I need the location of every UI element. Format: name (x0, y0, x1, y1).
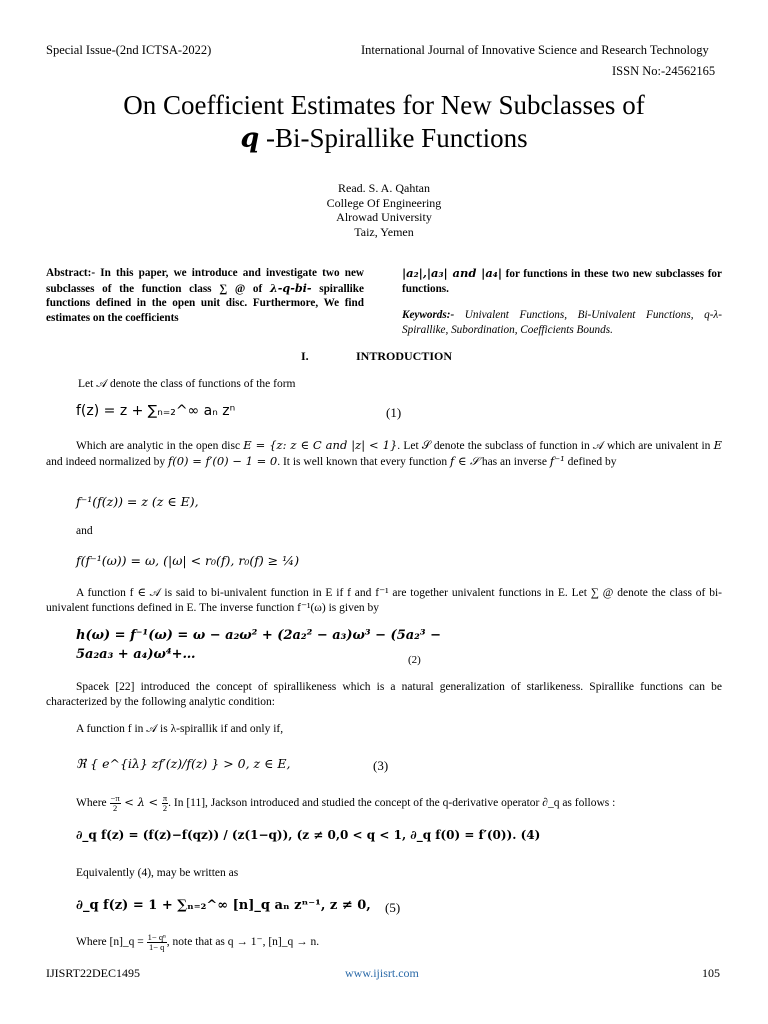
abstract-continued: |a₂|,|a₃| and |a₄| for functions in these two new subclasses for functions. (402, 266, 722, 295)
paragraph-1: Let 𝒜 denote the class of functions of the form (78, 378, 296, 390)
connector-and: and (76, 525, 93, 537)
author-college: College Of Engineering (326, 195, 442, 210)
author-location: Taiz, Yemen (354, 224, 414, 239)
equation-1-number: (1) (386, 405, 402, 420)
fraction: $\frac{-\pi}{2}$ (110, 793, 120, 813)
journal-issue: Special Issue-(2nd ICTSA-2022) (46, 43, 212, 57)
page-number: 105 (702, 966, 720, 980)
paper-title-line2: q -Bi-Spirallike Functions (240, 123, 528, 154)
equation-5: ∂_q f(z) = 1 + ∑ₙ₌₂^∞ [n]_q aₙ zⁿ⁻¹, z ≠ 0, (76, 898, 371, 913)
fraction: $\frac{\pi}{2}$ (162, 793, 168, 813)
equation-4: ∂_q f(z) = (f(z)−f(qz)) / (z(1−q)), (z ≠ 0,0 < q < 1, ∂_q f(0) = f′(0)). (4) (76, 828, 541, 842)
equation-5-number: (5) (385, 900, 401, 915)
paragraph-5: A function f in 𝒜 is λ-spirallik if and only if, (76, 723, 284, 735)
equation-2-number: (2) (408, 654, 421, 666)
paragraph-7: Equivalently (4), may be written as (76, 867, 239, 879)
journal-website-link[interactable]: www.ijisrt.com (345, 966, 419, 980)
equation-inverse-1: f⁻¹(f(z)) = z (z ∈ E), (76, 494, 199, 509)
equation-2-line2: 5a₂a₃ + a₄)ω⁴+… (76, 647, 196, 662)
paragraph-2: Which are analytic in the open disc E = {z: z ∈ C and |z| < 1}. Let 𝒮 denote the subclass of function in 𝒜 which are univalent in E and indeed normalized by f(0) = f′(0) − 1 = 0. It is well known that every function f ∈ 𝒮 has an inverse f⁻¹ defined by (46, 438, 722, 468)
author-university: Alrowad University (336, 210, 432, 224)
journal-name: International Journal of Innovative Science and Research Technology (361, 43, 709, 57)
section-title: INTRODUCTION (356, 349, 453, 363)
paragraph-4: Spacek [22] introduced the concept of spirallikeness which is a natural generalization of starlikeness. Spirallike functions can be characterized by the following analytic condition: (46, 681, 722, 708)
abstract: Abstract:- In this paper, we introduce and investigate two new subclasses of the function class ∑ @ of λ-q-bi- spirallike functions defined in the open unit disc. Furthermore, We find estimates on the coefficients (46, 267, 364, 324)
equation-1: f(z) = z + ∑ₙ₌₂^∞ aₙ zⁿ (76, 403, 236, 419)
keywords-label: Keywords:- (402, 309, 455, 321)
author-block (0, 181, 768, 239)
paragraph-6: Where $\frac{-\pi}{2}$ < λ < $\frac{\pi}{2}$ . In [11], Jackson introduced and studied the concept of the q-derivative operator ∂_q as follows : (76, 793, 616, 813)
equation-2-line1: h(ω) = f⁻¹(ω) = ω − a₂ω² + (2a₂² − a₃)ω³ − (5a₂³ − (76, 628, 441, 643)
section-number: I. (301, 349, 309, 363)
equation-3: ℜ { e^{iλ} zf′(z)/f(z) } > 0, z ∈ E, (76, 756, 291, 771)
fraction: $\frac{\text{1− qⁿ}}{1- q}$ (147, 932, 166, 952)
author-name: Read. S. A. Qahtan (338, 181, 430, 195)
paper-title-line1: On Coefficient Estimates for New Subclasses of (123, 90, 645, 120)
issn: ISSN No:-24562165 (612, 64, 716, 78)
abstract-label: Abstract:- (46, 267, 96, 279)
paragraph-8: Where [n]_q = $\frac{\text{1− qⁿ}}{1- q}$ , note that as q → 1⁻, [n]_q → n. (76, 932, 320, 952)
paragraph-3: A function f ∈ 𝒜 is said to bi-univalent function in E if f and f⁻¹ are together univalent functions in E. Let ∑ @ denote the class of bi-univalent functions defined in E. The inverse function f⁻¹(ω) is given by (46, 587, 722, 614)
article-id: IJISRT22DEC1495 (46, 966, 140, 980)
equation-3-number: (3) (373, 758, 389, 773)
q-symbol: q (240, 123, 260, 154)
equation-inverse-2: f(f⁻¹(ω)) = ω, (|ω| < r₀(f), r₀(f) ≥ ¼) (76, 553, 300, 568)
keywords: Keywords:- Univalent Functions, Bi-Univalent Functions, q-λ-Spirallike, Subordination, Coefficients Bounds. (402, 309, 722, 336)
